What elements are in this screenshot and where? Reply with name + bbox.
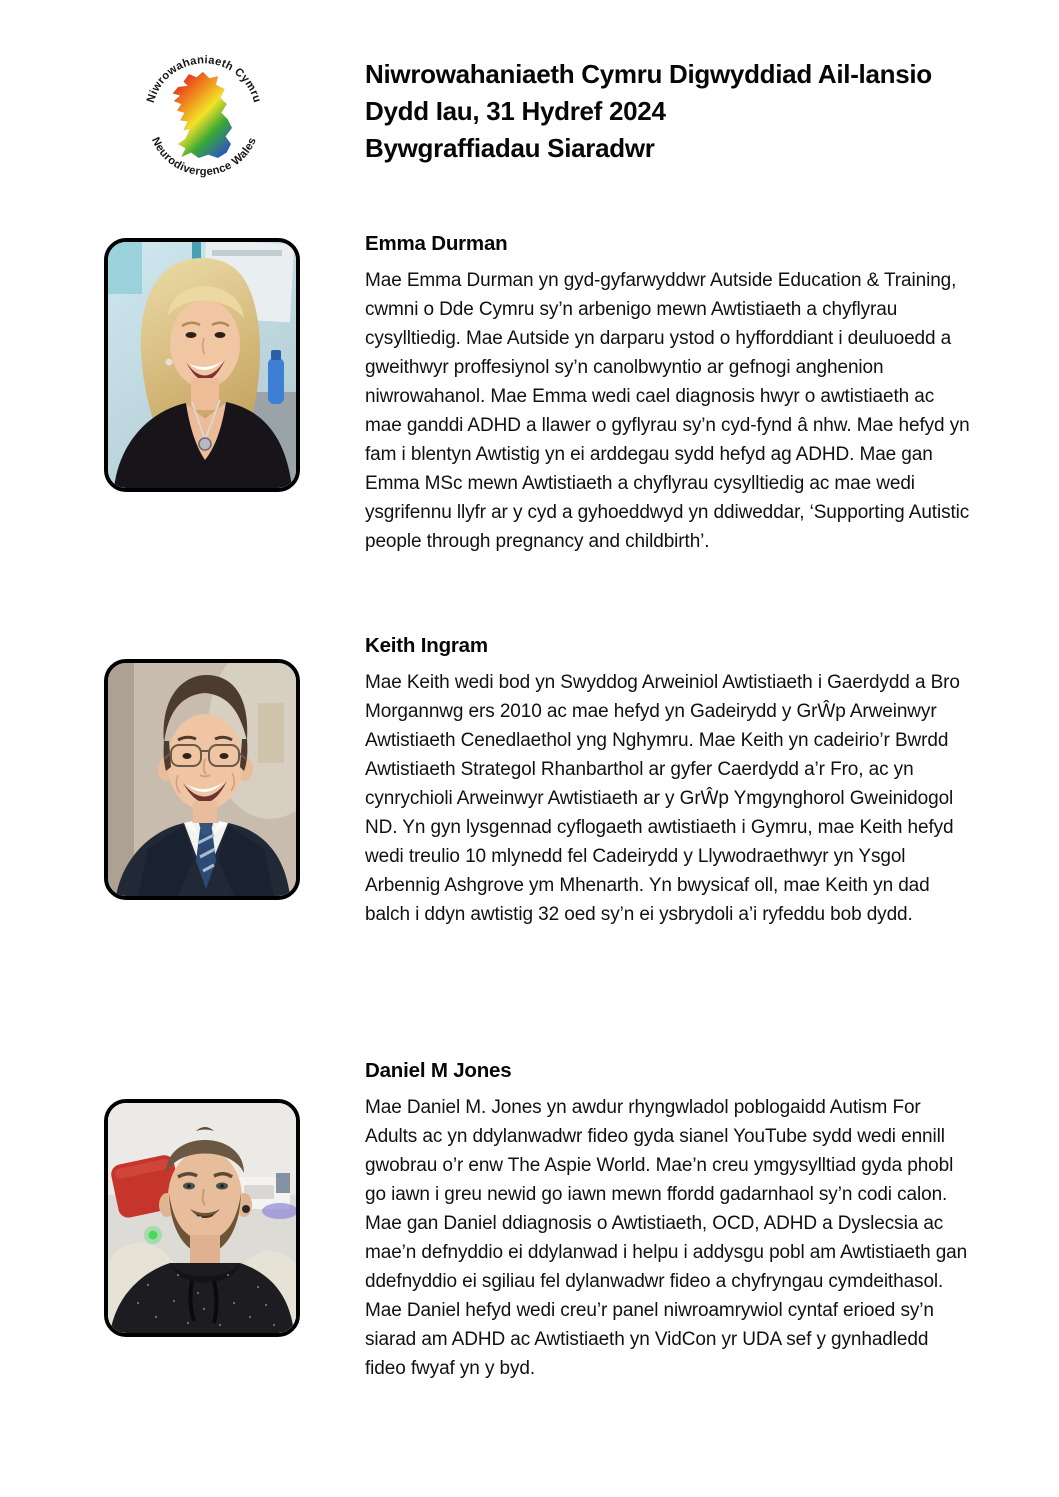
wales-map-icon xyxy=(173,72,232,158)
speaker-bio-keith-ingram: Mae Keith wedi bod yn Swyddog Arweiniol Awtistiaeth i Gaerdydd a Bro Morgannwg ers 2010 ac mae hefyd yn Gadeirydd y GrŴp Arweinwyr Awtistiaeth Cenedlaethol yng Nghymru. Mae Keith yn cadeirio’r Bwrdd Awtistiaeth Strategol Rhanbarthol ar gyfer Caerdydd a’r Fro, ac yn cynrychioli Arweinwyr Awtistiaeth ar y GrŴp Ymgynghorol Gweinidogol ND. Yn gyn lysgennad cyflogaeth awtistiaeth i Gymru, mae Keith hefyd wedi treulio 10 mlynedd fel Cadeirydd y Llywodraethwyr yn Ysgol Arbennig Ashgrove ym Mhenarth. Yn bwysicaf oll, mae Keith yn dad balch i ddyn awtistig 32 oed sy’n ei ysbrydoli a’i ryfeddu bob dydd. xyxy=(365,672,960,925)
title-line-subtitle: Bywgraffiadau Siaradwr xyxy=(365,133,655,163)
title-line-date: Dydd Iau, 31 Hydref 2024 xyxy=(365,96,666,126)
keith-ingram-portrait-illustration xyxy=(108,663,296,896)
speaker-photo-daniel-m-jones xyxy=(104,1099,300,1337)
emma-durman-portrait-illustration xyxy=(108,242,296,488)
speaker-name-keith-ingram: Keith Ingram xyxy=(365,634,488,657)
speaker-photo-emma-durman xyxy=(104,238,300,492)
neurodivergence-wales-logo xyxy=(134,44,274,188)
title-line-event: Niwrowahaniaeth Cymru Digwyddiad Ail-lansio xyxy=(365,59,932,89)
speaker-bio-daniel-m-jones: Mae Daniel M. Jones yn awdur rhyngwladol poblogaidd Autism For Adults ac yn ddylanwadwr fideo gyda sianel YouTube sydd wedi ennill gwobrau o’r enw The Aspie World. Mae’n creu ymgysylltiad gyda phobl go iawn i greu newid go iawn mewn ffordd gadarnhaol sy’n codi calon. Mae gan Daniel ddiagnosis o Awtistiaeth, OCD, ADHD a Dyslecsia ac mae’n defnyddio ei ddylanwad i helpu i addysgu pobl am Awtistiaeth gan ddefnyddio ei sgiliau fel dylanwadwr fideo a chyfryngau cymdeithasol. Mae Daniel hefyd wedi creu’r panel niwroamrywiol cyntaf erioed sy’n siarad am ADHD ac Awtistiaeth yn VidCon yr UDA sef y gynhadledd fideo fwyaf yn y byd. xyxy=(365,1097,968,1379)
speaker-name-emma-durman: Emma Durman xyxy=(365,232,508,255)
logo-bottom-text: Neurodivergence Wales xyxy=(148,135,259,179)
logo-top-text: Niwrowahaniaeth Cymru xyxy=(144,54,264,105)
daniel-m-jones-portrait-illustration xyxy=(108,1103,296,1333)
page-title xyxy=(365,56,1025,167)
speaker-bio-emma-durman: Mae Emma Durman yn gyd-gyfarwyddwr Autside Education & Training, cwmni o Dde Cymru sy’n arbenigo mewn Awtistiaeth a chyflyrau cysylltiedig. Mae Autside yn darparu ystod o hyfforddiant i deuluoedd a gweithwyr proffesiynol sy’n canolbwyntio ar gefnogi anghenion niwrowahanol. Mae Emma wedi cael diagnosis hwyr o awtistiaeth ac mae ganddi ADHD a llawer o gyflyrau sy’n cyd-fynd â nhw. Mae hefyd yn fam i blentyn Awtistig yn ei arddegau sydd hefyd ag ADHD. Mae gan Emma MSc mewn Awtistiaeth a chyflyrau cysylltiedig ac mae wedi ysgrifennu llyfr ar y cyd a gyhoeddwyd yn ddiweddar, ‘Supporting Autistic people through pregnancy and childbirth’. xyxy=(365,270,970,552)
speaker-name-daniel-m-jones: Daniel M Jones xyxy=(365,1059,512,1082)
speaker-photo-keith-ingram xyxy=(104,659,300,900)
